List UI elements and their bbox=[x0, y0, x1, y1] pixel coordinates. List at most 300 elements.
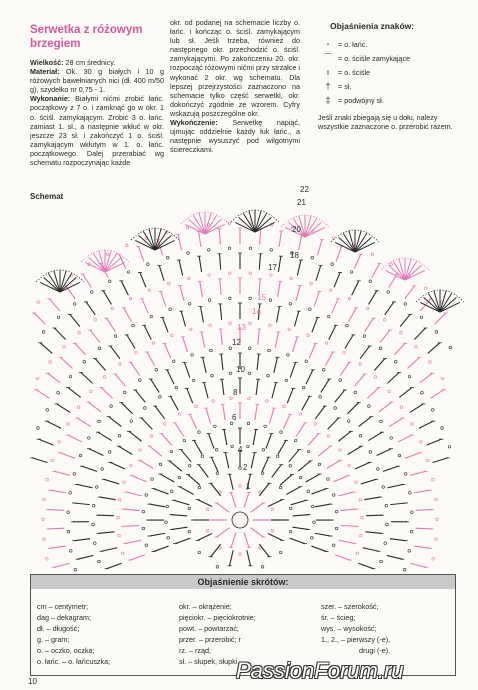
chain-mark bbox=[435, 538, 438, 541]
stitch-mark bbox=[74, 539, 90, 541]
stitch-mark bbox=[32, 458, 47, 463]
round-number-label: 14 bbox=[252, 307, 261, 316]
stitch-mark bbox=[231, 532, 236, 547]
stitch-mark bbox=[389, 418, 403, 426]
chain-mark bbox=[332, 544, 335, 547]
stitch-mark bbox=[110, 462, 125, 468]
chain-mark bbox=[366, 307, 369, 310]
stitch-mark bbox=[388, 484, 404, 487]
legend-note: Jeśli znaki zbiegają się u dołu, należy wszystkie zaznaczone o. przerobić razem. bbox=[318, 113, 453, 131]
stitch-mark bbox=[317, 240, 321, 255]
stitch-mark bbox=[367, 387, 379, 398]
stitch-mark bbox=[394, 343, 405, 355]
stitch-mark bbox=[220, 254, 221, 270]
stitch-mark bbox=[181, 450, 191, 462]
execution-text: Białymi nićmi zrobić łańc. początkowy z 7 o. i zamknąć go w okr. 1 o. ściśl. zamykającym. Zrobić 3 o. łańc. zamiast 1. sł., a następnie wkłuć w okr. jeszcze 23 sł. i zakończyć 1 o. ściśl. zamykającym wkłutym w 1. o. łańc. początkowego. Dalej przerabiać wg schematu rozpoczynając każde bbox=[30, 94, 164, 168]
stitch-mark bbox=[312, 317, 318, 332]
chain-mark bbox=[239, 485, 242, 488]
stitch-mark bbox=[349, 308, 357, 322]
stitch-mark bbox=[47, 421, 61, 428]
chain-mark bbox=[191, 354, 194, 357]
stitch-mark bbox=[230, 550, 234, 566]
stitch-mark bbox=[124, 509, 140, 510]
chain-mark bbox=[95, 486, 98, 489]
chain-mark bbox=[178, 413, 181, 416]
stitch-mark bbox=[220, 279, 221, 295]
chain-mark bbox=[142, 510, 145, 513]
chain-mark bbox=[89, 390, 92, 393]
chain-mark bbox=[404, 473, 407, 476]
chain-mark bbox=[132, 324, 135, 327]
chain-mark bbox=[145, 544, 148, 547]
chain-mark bbox=[159, 463, 162, 466]
chain-mark bbox=[148, 289, 151, 292]
finishing-text: Serwetkę napiąć, ujmując oddzielnie każdy łuk łańc., a następnie wysuszyć pod wilgotnymi ściereczkami. bbox=[170, 118, 300, 155]
stitch-mark bbox=[298, 461, 310, 471]
chain-mark bbox=[43, 538, 46, 541]
stitch-mark bbox=[338, 492, 354, 496]
stitch-mark bbox=[268, 500, 282, 507]
chain-mark bbox=[248, 347, 251, 350]
size-text: 28 cm średnicy. bbox=[63, 58, 116, 67]
chain-mark bbox=[371, 253, 374, 256]
stitch-mark bbox=[296, 423, 305, 436]
treble-crochet-icon: ‡ bbox=[325, 94, 331, 105]
chain-mark bbox=[327, 435, 330, 438]
stitch-mark bbox=[427, 439, 442, 445]
stitch-mark bbox=[430, 390, 443, 399]
chain-mark bbox=[167, 537, 170, 540]
stitch-mark bbox=[416, 510, 432, 511]
stitch-mark bbox=[244, 492, 249, 507]
chain-mark bbox=[37, 427, 40, 430]
stitch-mark bbox=[286, 487, 300, 495]
page-number: 10 bbox=[28, 677, 37, 686]
stitch-mark bbox=[110, 346, 120, 359]
stitch-mark bbox=[414, 328, 425, 340]
stitch-mark bbox=[180, 487, 194, 495]
size-label: Wielkość: bbox=[30, 58, 64, 67]
stitch-mark bbox=[54, 563, 70, 567]
stitch-mark bbox=[293, 527, 309, 529]
stitch-mark bbox=[172, 527, 188, 529]
stitch-mark bbox=[180, 286, 184, 302]
stitch-mark bbox=[184, 363, 189, 378]
chain-mark bbox=[383, 319, 386, 322]
stitch-mark bbox=[325, 352, 333, 366]
chain-mark bbox=[368, 405, 371, 408]
stitch-mark bbox=[121, 403, 132, 414]
round-number-label: 22 bbox=[300, 185, 309, 194]
stitch-mark bbox=[199, 256, 201, 272]
chain-mark bbox=[388, 390, 391, 393]
chain-mark bbox=[448, 446, 451, 449]
stitch-mark bbox=[277, 307, 280, 323]
chain-mark bbox=[127, 271, 130, 274]
round-number-label: 1 bbox=[246, 482, 251, 491]
round-number-label: 4 bbox=[238, 445, 243, 454]
stitch-mark bbox=[217, 503, 230, 512]
stitch-mark bbox=[54, 328, 65, 340]
stitch-mark bbox=[48, 373, 61, 383]
stitch-mark bbox=[220, 304, 221, 320]
stitch-mark bbox=[88, 402, 101, 412]
chain-mark bbox=[359, 363, 362, 366]
stitch-mark bbox=[144, 325, 151, 339]
chain-mark bbox=[261, 472, 264, 475]
stitch-mark bbox=[268, 533, 282, 540]
stitch-mark bbox=[194, 440, 202, 454]
legend-item-text: = podwójny sł. bbox=[338, 95, 384, 105]
round-number-label: 18 bbox=[290, 251, 299, 260]
stitch-mark bbox=[420, 373, 433, 383]
stitch-mark bbox=[435, 313, 446, 324]
chain-mark bbox=[114, 335, 117, 338]
stitch-mark bbox=[201, 307, 204, 323]
stitch-mark bbox=[410, 471, 425, 475]
stitch-mark bbox=[272, 383, 276, 398]
chain-mark bbox=[239, 467, 242, 470]
stitch-mark bbox=[298, 235, 301, 251]
chain-mark bbox=[117, 516, 120, 519]
stitch-mark bbox=[219, 229, 220, 245]
stitch-mark bbox=[98, 515, 114, 516]
stitch-mark bbox=[129, 431, 141, 441]
stitch-mark bbox=[48, 510, 64, 511]
stitch-mark bbox=[217, 528, 230, 537]
chain-mark bbox=[279, 551, 282, 554]
chain-mark bbox=[188, 464, 191, 467]
stitch-mark bbox=[379, 402, 392, 412]
stitch-mark bbox=[354, 254, 361, 269]
stitch-mark bbox=[414, 546, 430, 548]
double-crochet-icon: † bbox=[325, 80, 331, 91]
stitch-mark bbox=[209, 434, 214, 449]
chain-mark bbox=[118, 434, 121, 437]
chain-mark bbox=[247, 445, 250, 448]
stitch-mark bbox=[89, 449, 103, 456]
chain-mark bbox=[118, 498, 121, 501]
chain-mark bbox=[139, 379, 142, 382]
chain-mark bbox=[198, 551, 201, 554]
stitch-mark bbox=[178, 235, 181, 251]
execution-label: Wykonanie: bbox=[30, 94, 71, 104]
round-number-label: 2 bbox=[243, 463, 248, 472]
stitch-mark bbox=[151, 379, 160, 393]
stitch-mark bbox=[74, 503, 90, 505]
chain-mark bbox=[98, 560, 101, 563]
stitch-mark bbox=[256, 379, 258, 395]
chain-mark bbox=[49, 361, 52, 364]
chain-mark bbox=[135, 351, 138, 354]
stitch-mark bbox=[387, 555, 403, 559]
abbreviation-item: 1., 2., – pierwszy (-e), bbox=[321, 635, 391, 644]
stitch-mark bbox=[259, 544, 269, 557]
abbreviation-item: okr. – okrążenie; bbox=[179, 602, 232, 611]
chain-mark bbox=[170, 490, 173, 493]
chain-mark bbox=[94, 542, 97, 545]
chain-mark bbox=[201, 455, 204, 458]
stitch-mark bbox=[103, 291, 111, 305]
stitch-mark bbox=[334, 272, 340, 287]
stitch-mark bbox=[222, 379, 224, 395]
chain-mark bbox=[188, 302, 191, 305]
chain-mark bbox=[311, 256, 314, 259]
chain-mark bbox=[63, 345, 66, 348]
chain-mark bbox=[130, 420, 133, 423]
single-crochet-icon: ı bbox=[326, 66, 330, 77]
stitch-mark bbox=[302, 396, 310, 410]
abbreviation-item: o. – oczko, oczka; bbox=[37, 646, 95, 655]
material-label: Materiał: bbox=[30, 67, 60, 77]
chain-mark bbox=[69, 492, 72, 495]
chain-mark bbox=[335, 527, 338, 530]
chain-mark bbox=[283, 405, 286, 408]
stitch-mark bbox=[340, 362, 349, 375]
chain-mark bbox=[339, 449, 342, 452]
chain-mark bbox=[359, 434, 362, 437]
chain-mark bbox=[449, 346, 452, 349]
stitch-mark bbox=[251, 453, 254, 469]
stitch-mark bbox=[187, 388, 193, 403]
chain-mark bbox=[142, 527, 145, 530]
stitch-mark bbox=[291, 500, 306, 505]
chain-mark bbox=[411, 511, 414, 514]
chain-mark bbox=[111, 307, 114, 310]
stitch-mark bbox=[61, 358, 73, 369]
stitch-mark bbox=[50, 546, 66, 548]
stitch-mark bbox=[119, 446, 133, 454]
stitch-mark bbox=[315, 406, 325, 419]
chain-mark bbox=[189, 328, 192, 331]
stitch-mark bbox=[86, 302, 95, 315]
stitch-mark bbox=[138, 246, 144, 261]
chain-mark bbox=[264, 425, 267, 428]
chain-mark bbox=[229, 297, 232, 300]
chain-mark bbox=[335, 510, 338, 513]
chain-mark bbox=[299, 413, 302, 416]
chain-mark bbox=[46, 478, 49, 481]
chain-mark bbox=[289, 464, 292, 467]
abbreviations-column-1 bbox=[37, 601, 110, 667]
stitch-mark bbox=[293, 337, 298, 352]
chain-mark bbox=[206, 508, 209, 511]
stitch-mark bbox=[244, 532, 249, 547]
chain-mark bbox=[46, 558, 49, 561]
stitch-mark bbox=[100, 497, 116, 500]
stitch-mark bbox=[360, 346, 370, 359]
chain-mark bbox=[43, 498, 46, 501]
chain-mark bbox=[431, 409, 434, 412]
chain-mark bbox=[360, 534, 363, 537]
stitch-mark bbox=[262, 457, 269, 472]
chain-mark bbox=[123, 391, 126, 394]
stitch-mark bbox=[99, 532, 115, 534]
stitch-mark bbox=[169, 461, 181, 471]
title-line-1: Serwetka z różowym bbox=[30, 24, 143, 36]
chain-mark bbox=[57, 316, 60, 319]
stitch-mark bbox=[278, 281, 281, 297]
stitch-mark bbox=[374, 359, 385, 371]
chain-mark bbox=[92, 523, 95, 526]
chain-mark bbox=[348, 464, 351, 467]
stitch-mark bbox=[275, 332, 278, 348]
chain-mark bbox=[331, 263, 334, 266]
stitch-mark bbox=[258, 329, 260, 345]
stitch-mark bbox=[306, 474, 320, 482]
chain-mark bbox=[307, 334, 310, 337]
stitch-mark bbox=[223, 404, 225, 420]
stitch-mark bbox=[266, 434, 271, 449]
legend-heading: Objaśnienia znaków: bbox=[330, 21, 415, 31]
stitch-mark bbox=[104, 479, 119, 484]
abbreviation-item: powt. – powtarzać; bbox=[179, 624, 239, 633]
chain-mark bbox=[248, 397, 251, 400]
round-number-label: 8 bbox=[233, 388, 238, 397]
stitch-mark bbox=[278, 440, 286, 454]
chain-mark bbox=[186, 226, 189, 229]
stitch-mark bbox=[200, 281, 203, 297]
chain-mark bbox=[170, 450, 173, 453]
stitch-mark bbox=[341, 509, 357, 510]
chain-mark bbox=[37, 301, 40, 304]
stitch-mark bbox=[259, 483, 269, 496]
chain-mark bbox=[69, 550, 72, 553]
stitch-mark bbox=[290, 363, 295, 378]
stitch-mark bbox=[75, 343, 86, 355]
stitch-mark bbox=[253, 429, 256, 445]
chain-mark bbox=[313, 521, 316, 524]
stitch-mark bbox=[171, 515, 187, 516]
chain-mark bbox=[36, 377, 39, 380]
stitch-mark bbox=[149, 446, 161, 456]
stitch-mark bbox=[188, 475, 200, 486]
stitch-mark bbox=[78, 555, 94, 559]
chain-mark bbox=[110, 405, 113, 408]
stitch-mark bbox=[318, 446, 330, 456]
chain-mark bbox=[359, 498, 362, 501]
chain-mark bbox=[280, 431, 283, 434]
chain-mark bbox=[77, 406, 80, 409]
chain-mark bbox=[229, 347, 232, 350]
schemat-label: Schemat bbox=[30, 192, 64, 201]
chain-mark bbox=[394, 360, 397, 363]
chain-mark bbox=[46, 409, 49, 412]
chain-mark bbox=[42, 331, 45, 334]
stitch-mark bbox=[414, 490, 430, 492]
chain-mark bbox=[155, 368, 158, 371]
chain-mark bbox=[187, 252, 190, 255]
stitch-mark bbox=[306, 370, 313, 384]
chain-mark bbox=[387, 291, 390, 294]
chain-mark bbox=[318, 463, 321, 466]
stitch-mark bbox=[405, 286, 415, 299]
stitch-mark bbox=[348, 446, 362, 454]
stitch-mark bbox=[54, 471, 69, 475]
stitch-mark bbox=[354, 374, 364, 386]
stitch-mark bbox=[167, 370, 174, 384]
chain-mark bbox=[121, 552, 124, 555]
abbreviation-item: pięciokr. – pięciokrotnie; bbox=[179, 613, 256, 622]
chain-mark bbox=[230, 397, 233, 400]
chain-mark bbox=[377, 468, 380, 471]
chain-mark bbox=[170, 334, 173, 337]
stitch-mark bbox=[121, 281, 128, 295]
stitch-mark bbox=[366, 515, 382, 516]
stitch-mark bbox=[139, 460, 153, 468]
chain-mark bbox=[311, 537, 314, 540]
stitch-mark bbox=[311, 546, 326, 551]
stitch-mark bbox=[181, 311, 185, 326]
stitch-mark bbox=[175, 423, 184, 436]
stitch-mark bbox=[341, 526, 357, 527]
chain-mark bbox=[369, 451, 372, 454]
stitch-mark bbox=[154, 489, 169, 494]
abbreviation-item: dł. – długość; bbox=[37, 624, 80, 633]
stitch-mark bbox=[400, 314, 410, 326]
stitch-mark bbox=[251, 528, 264, 537]
chain-mark bbox=[169, 308, 172, 311]
chain-mark bbox=[299, 476, 302, 479]
stitch-mark bbox=[131, 362, 140, 375]
stitch-mark bbox=[198, 500, 212, 507]
chain-mark bbox=[163, 423, 166, 426]
chain-mark bbox=[206, 529, 209, 532]
chain-mark bbox=[354, 391, 357, 394]
stitch-mark bbox=[315, 533, 331, 536]
stitch-mark bbox=[159, 266, 164, 281]
stitch-mark bbox=[107, 563, 122, 568]
stitch-mark bbox=[332, 299, 338, 314]
chain-mark bbox=[347, 420, 350, 423]
chain-mark bbox=[208, 299, 211, 302]
chain-mark bbox=[188, 277, 191, 280]
chain-mark bbox=[229, 372, 232, 375]
chain-mark bbox=[98, 420, 101, 423]
chain-mark bbox=[270, 249, 273, 252]
chain-mark bbox=[108, 451, 111, 454]
stitch-mark bbox=[278, 256, 280, 272]
stitch-mark bbox=[387, 372, 399, 383]
chain-mark bbox=[188, 530, 191, 533]
stitch-mark bbox=[140, 272, 146, 287]
title-line-2: brzegiem bbox=[30, 38, 81, 50]
stitch-mark bbox=[211, 483, 221, 496]
chain-mark bbox=[239, 553, 242, 556]
stitch-mark bbox=[287, 388, 293, 403]
stitch-mark bbox=[416, 528, 432, 529]
center-ring bbox=[232, 512, 248, 528]
chain-mark bbox=[424, 287, 427, 290]
chain-mark bbox=[168, 282, 171, 285]
stitch-mark bbox=[314, 291, 319, 306]
stitch-mark bbox=[106, 318, 115, 331]
chain-mark bbox=[98, 347, 101, 350]
stitch-mark bbox=[34, 313, 45, 324]
stitch-mark bbox=[161, 291, 166, 306]
chain-mark bbox=[287, 354, 290, 357]
stitch-mark bbox=[203, 357, 207, 373]
stitch-mark bbox=[308, 434, 319, 446]
chain-mark bbox=[192, 379, 195, 382]
chain-mark bbox=[363, 335, 366, 338]
stitch-mark bbox=[224, 429, 227, 445]
stitch-mark bbox=[221, 329, 223, 345]
abbreviation-item: g. – gram; bbox=[37, 635, 70, 644]
chain-mark bbox=[79, 454, 82, 457]
chain-mark bbox=[188, 507, 191, 510]
stitch-mark bbox=[365, 532, 381, 534]
